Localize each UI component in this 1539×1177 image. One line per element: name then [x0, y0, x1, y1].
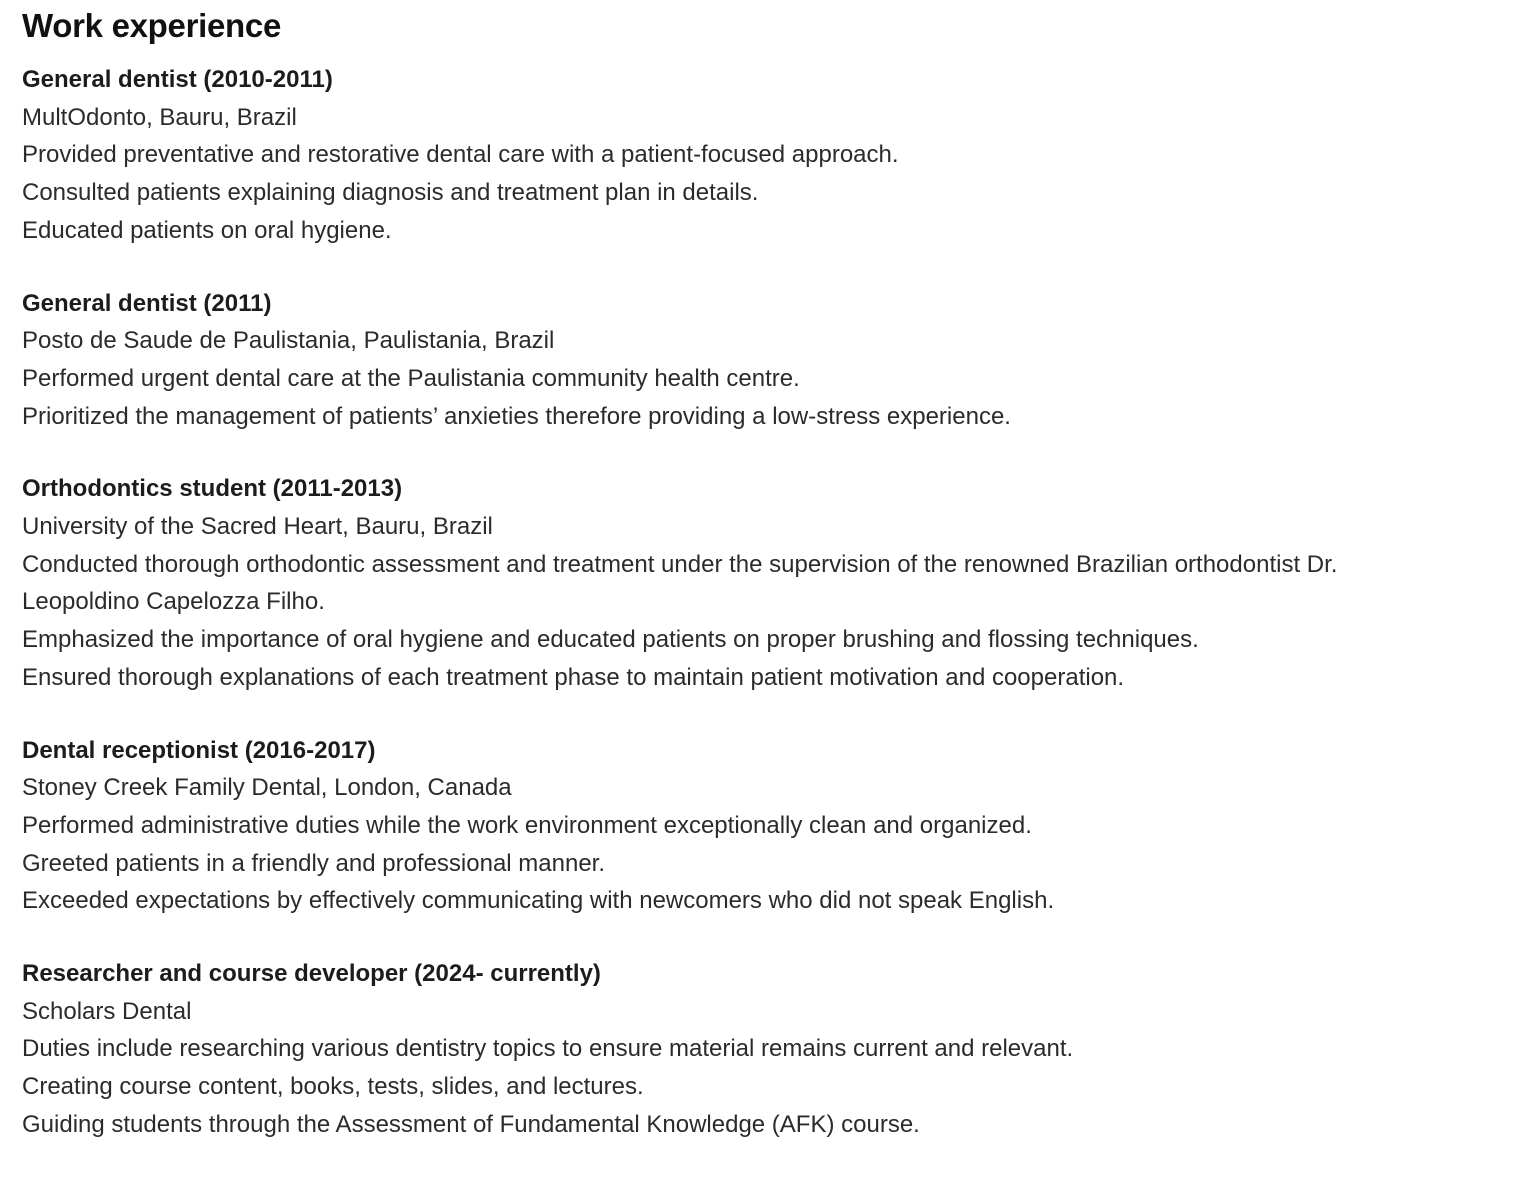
experience-section [22, 61, 1539, 250]
experience-heading: Dental receptionist (2016-2017) [22, 736, 376, 764]
experience-line: Duties include researching various dentistry topics to ensure material remains current and relevant. [22, 1035, 1074, 1063]
experience-heading: General dentist (2010-2011) [22, 66, 333, 93]
experience-line: Performed urgent dental care at the Paulistania community health centre. [22, 364, 800, 392]
experience-line: Scholars Dental [22, 997, 192, 1025]
experience-line: Exceeded expectations by effectively communicating with newcomers who did not speak English. [22, 887, 1055, 915]
experience-section [22, 470, 1539, 696]
experience-line: Guiding students through the Assessment of Fundamental Knowledge (AFK) course. [22, 1110, 920, 1138]
experience-line: Educated patients on oral hygiene. [22, 216, 392, 244]
experience-line: Emphasized the importance of oral hygiene and educated patients on proper brushing and flossing techniques. [22, 626, 1199, 654]
experience-section [22, 285, 1539, 436]
page-title: Work experience [22, 7, 282, 44]
experience-heading: General dentist (2011) [22, 289, 272, 317]
experience-line: Conducted thorough orthodontic assessment and treatment under the supervision of the renowned Brazilian orthodontist Dr. [22, 550, 1338, 578]
experience-line: Creating course content, books, tests, slides, and lectures. [22, 1073, 644, 1101]
experience-line: Leopoldino Capelozza Filho. [22, 588, 325, 616]
experience-heading: Orthodontics student (2011-2013) [22, 475, 403, 503]
experience-line: Prioritized the management of patients’ anxieties therefore providing a low-stress experience. [22, 402, 1011, 430]
experience-line: Consulted patients explaining diagnosis and treatment plan in details. [22, 179, 759, 207]
experience-line: Stoney Creek Family Dental, London, Canada [22, 774, 512, 802]
experience-section [22, 732, 1539, 921]
experience-line: MultOdonto, Bauru, Brazil [22, 103, 297, 131]
experience-section [22, 955, 1539, 1144]
experience-heading: Researcher and course developer (2024- currently) [22, 960, 601, 988]
experience-line: Performed administrative duties while the work environment exceptionally clean and organized. [22, 811, 1032, 839]
experience-line: University of the Sacred Heart, Bauru, Brazil [22, 513, 493, 541]
experience-line: Posto de Saude de Paulistania, Paulistania, Brazil [22, 327, 555, 355]
experience-sections [22, 61, 1539, 1144]
experience-line: Greeted patients in a friendly and professional manner. [22, 849, 606, 877]
experience-line: Ensured thorough explanations of each treatment phase to maintain patient motivation and cooperation. [22, 663, 1125, 691]
experience-line: Provided preventative and restorative dental care with a patient-focused approach. [22, 141, 899, 169]
